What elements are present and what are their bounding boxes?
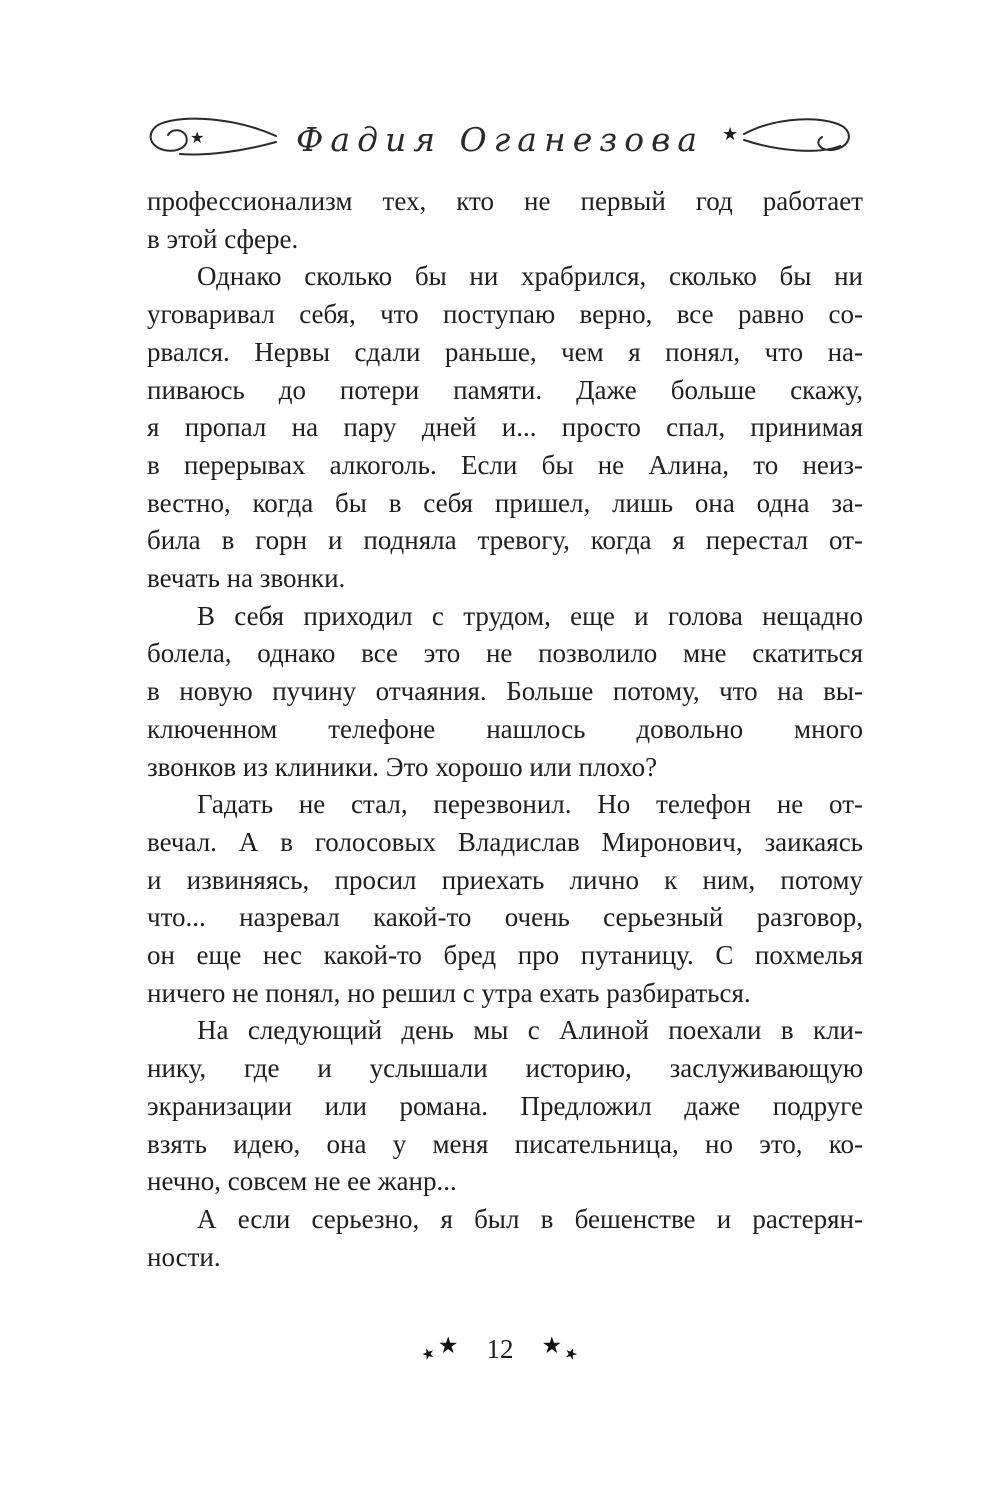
text-line: ключенном телефоне нашлось довольно много	[147, 713, 863, 744]
text-line: экранизации или романа. Предложил даже подруге	[147, 1090, 863, 1121]
text-line: вечал. А в голосовых Владислав Миронович, заикаясь	[147, 826, 863, 857]
footer-stars-right	[541, 1333, 581, 1365]
flourish-left-icon	[140, 112, 280, 167]
text-line: пиваюсь до потери памяти. Даже больше скажу,	[147, 374, 863, 405]
text-line: в новую пучину отчаяния. Больше потому, что на вы-	[147, 676, 863, 707]
star-icon: ★	[561, 1344, 581, 1365]
text-line: била в горн и подняла тревогу, когда я перестал от-	[147, 525, 863, 556]
author-name: Фадия Оганезова	[296, 120, 704, 159]
svg-text:★: ★	[722, 124, 739, 144]
text-line: звонков из клиники. Это хорошо или плохо?	[147, 751, 658, 782]
text-line: ничего не понял, но решил с утра ехать разбираться.	[147, 977, 751, 1008]
text-line: На следующий день мы с Алиной поехали в кли-	[197, 1015, 863, 1046]
page-number: 12	[486, 1334, 514, 1364]
text-line: уговаривал себя, что поступаю верно, все равно со-	[147, 299, 863, 330]
flourish-right-icon	[720, 112, 860, 167]
text-line: я пропал на пару дней и... просто спал, принимая	[147, 412, 863, 443]
text-line: вестно, когда бы в себя пришел, лишь она одна за-	[147, 487, 863, 518]
text-line: в этой сфере.	[147, 223, 299, 254]
text-line: ности.	[147, 1241, 221, 1272]
text-line: нечно, совсем не ее жанр...	[147, 1166, 457, 1197]
text-line: Однако сколько бы ни храбрился, сколько бы ни	[197, 261, 863, 292]
page-header	[0, 112, 1000, 167]
page-footer	[0, 1334, 1000, 1365]
footer-stars-left	[419, 1333, 459, 1365]
text-line: он еще нес какой-то бред про путаницу. С похмелья	[147, 940, 863, 971]
text-line: рвался. Нервы сдали раньше, чем я понял, что на-	[147, 336, 863, 367]
text-line: болела, однако все это не позволило мне скатиться	[147, 638, 863, 669]
svg-text:★: ★	[190, 130, 205, 147]
text-line: нику, где и услышали историю, заслуживающую	[147, 1053, 863, 1084]
text-line: взять идею, она у меня писательница, но это, ко-	[147, 1128, 863, 1159]
text-line: В себя приходил с трудом, еще и голова нещадно	[197, 600, 863, 631]
text-line: Гадать не стал, перезвонил. Но телефон не от-	[197, 789, 863, 820]
text-line: А если серьезно, я был в бешенстве и растерян-	[197, 1203, 863, 1234]
text-line: вечать на звонки.	[147, 563, 346, 594]
text-block	[147, 183, 863, 1276]
text-line: профессионализм тех, кто не первый год работает	[147, 186, 863, 216]
star-icon: ★	[541, 1333, 563, 1358]
text-line: и извиняясь, просил приехать лично к ним, потому	[147, 864, 863, 895]
star-icon: ★	[419, 1344, 439, 1365]
text-line: в перерывах алкоголь. Если бы не Алина, то неиз-	[147, 449, 863, 480]
star-icon: ★	[437, 1333, 459, 1358]
text-line: что... назревал какой-то очень серьезный разговор,	[147, 902, 863, 933]
